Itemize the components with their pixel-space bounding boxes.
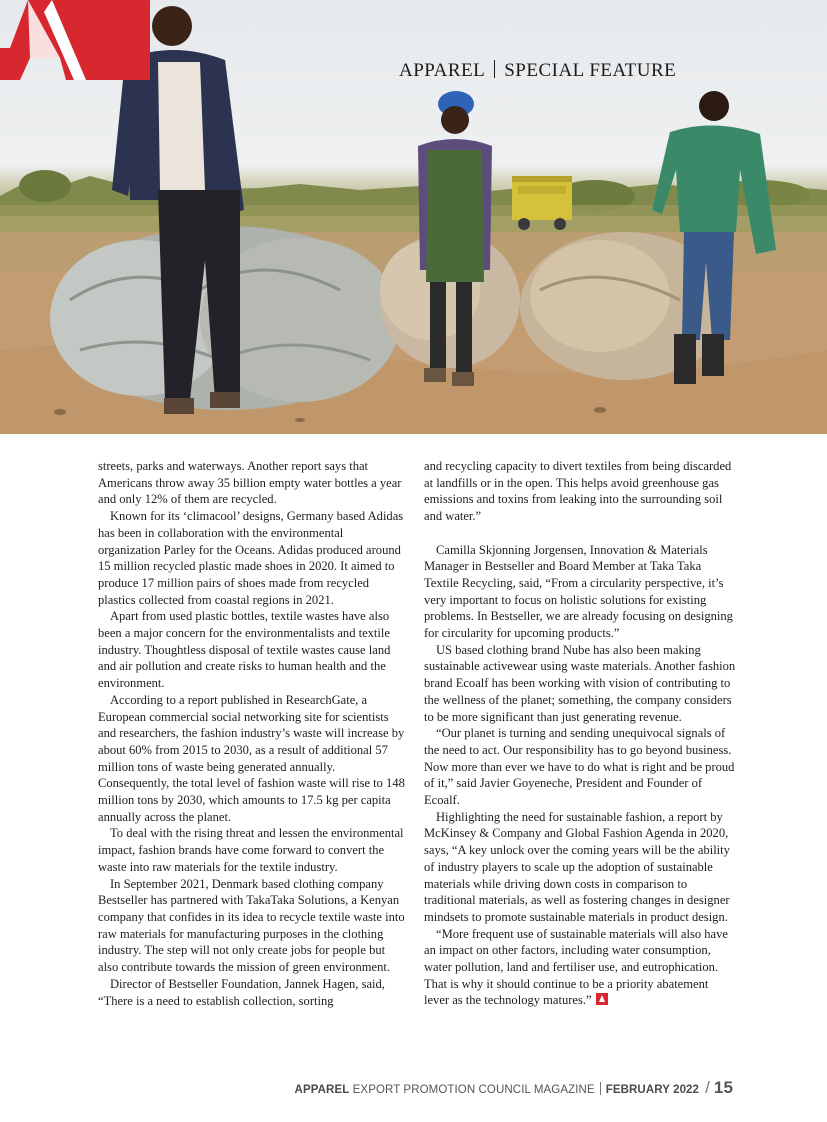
footer-date: FEBRUARY 2022 [605, 1084, 700, 1096]
section-label: APPAREL [399, 60, 486, 81]
article-column-left [98, 458, 407, 1009]
feature-photo [0, 0, 827, 434]
section-header [399, 60, 676, 82]
paragraph: Known for its ‘climacool’ designs, Germany based Adidas has been in collaboration with the environmental organization Parley for the Oceans. Adidas produced around 15 million recycled plastic made shoes in 2020. It aimed to produce 17 million pairs of shoes made from recycled plastics collected from coastal regions in 2021. [98, 509, 404, 607]
paragraph: “Our planet is turning and sending unequivocal signals of the need to act. Our responsibility has to go beyond business. Now more than ever we have to do what is right and be proud of it,” said Javier Goyeneche, President and Founder of Ecoalf. [424, 726, 735, 808]
paragraph: Highlighting the need for sustainable fashion, a report by McKinsey & Company and Global Fashion Agenda in 2020, says, “A key unlock over the coming years will be the ability of industry players to scale up the adoption of sustainable materials while driving down costs in comparison to traditional materials, as well as fostering changes in designer mindsets to promote sustainable materials in product design. [424, 809, 730, 924]
paragraph: and recycling capacity to divert textiles from being discarded at landfills or in the open. This helps avoid greenhouse gas emissions and toxins from leaking into the surrounding soil and water.” [424, 459, 732, 524]
paragraph: Camilla Skjonning Jorgensen, Innovation & Materials Manager in Bestseller and Board Member at Taka Taka Textile Recycling, said, “From a circularity perspective, it’s very important to focus on holistic solutions for existing problems. In Bestseller, we are already focusing on designing for circularity for upcoming products.” [424, 542, 733, 641]
footer-magazine: EXPORT PROMOTION COUNCIL MAGAZINE [352, 1084, 595, 1096]
subsection-label: SPECIAL FEATURE [504, 60, 677, 81]
header-divider [494, 60, 495, 78]
footer-slash: / [705, 1078, 710, 1097]
paragraph: Apart from used plastic bottles, textile wastes have also been a major concern for the environmentalists and textile industry. Thoughtless disposal of textile wastes cause land and air pollution and create risks to human health and the environment. [98, 609, 391, 691]
paragraph-final [424, 926, 736, 1010]
paragraph: US based clothing brand Nube has also been making sustainable activewear using waste materials. Another fashion brand Ecoalf has been working with vision of contributing to the wellness of the planet; something, the company considers to be more significant than just generating revenue. [424, 642, 736, 724]
paragraph: According to a report published in ResearchGate, a European commercial social networking site for scientists and researchers, the fashion industry’s waste will increase by about 60% from 2015 to 2030, as a result of additional 57 million tons of waste being generated annually. Consequently, the total level of fashion waste will rise to 148 million tons by 2030, which amounts to 17.5 kg per capita annually across the planet. [98, 692, 405, 824]
paragraph-final-text: “More frequent use of sustainable materials will also have an impact on other factors, including water consumption, water pollution, land and fertiliser use, and eutrophication. That is why it should continue to be a priority abatement lever as the technology matures.” [424, 926, 728, 1008]
paragraph: To deal with the rising threat and lessen the environmental impact, fashion brands have come forward to convert the waste into raw materials for the textile industry. [98, 826, 404, 874]
article-end-icon [596, 993, 608, 1005]
page-footer [295, 1078, 733, 1098]
paragraph: Director of Bestseller Foundation, Jannek Hagen, said, “There is a need to establish collection, sorting [98, 976, 385, 1008]
page-number: 15 [713, 1078, 733, 1097]
footer-brand: APPAREL [294, 1084, 350, 1096]
paragraph: In September 2021, Denmark based clothing company Bestseller has partnered with TakaTaka Solutions, a Kenyan company that confides in its idea to recycle textile waste into raw materials for manufacturing purposes in the clothing industry. The step will not only create jobs for people but also contribute towards the mission of green environment. [98, 876, 405, 975]
article-column-right [424, 458, 736, 1009]
paragraph: streets, parks and waterways. Another report says that Americans throw away 35 billion empty water bottles a year and only 12% of them are recycled. [98, 459, 402, 507]
footer-divider [600, 1082, 601, 1095]
magazine-corner-logo-icon [0, 0, 150, 80]
